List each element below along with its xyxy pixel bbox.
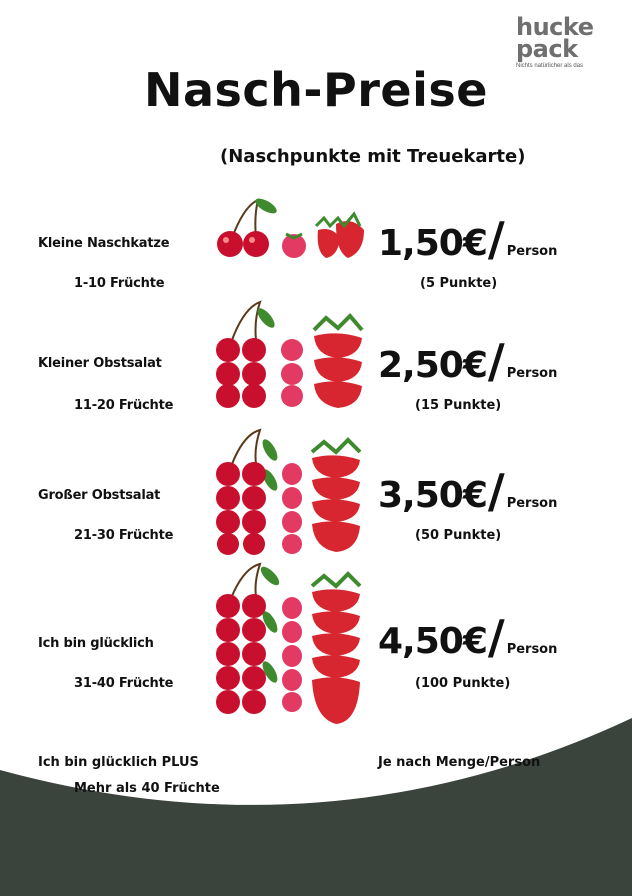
raspberry-icon	[282, 463, 302, 554]
cherry-icon	[216, 564, 282, 714]
tier-price	[378, 334, 557, 388]
tier-name: Ich bin glücklich	[38, 636, 154, 651]
plus-tier-name: Ich bin glücklich PLUS	[38, 755, 199, 770]
cherry-icon	[217, 196, 279, 257]
price-slash: /	[487, 334, 505, 388]
tier-points: (15 Punkte)	[415, 398, 502, 413]
tier-price	[378, 610, 557, 664]
tier-count: 1-10 Früchte	[74, 276, 165, 291]
plus-tier-price: Je nach Menge/Person	[378, 755, 541, 770]
tier-name: Kleiner Obstsalat	[38, 356, 162, 371]
raspberry-icon	[282, 597, 302, 712]
tier-points: (50 Punkte)	[415, 528, 502, 543]
price-unit: Person	[506, 642, 558, 657]
raspberry-icon	[281, 339, 303, 407]
tier-price	[378, 212, 557, 266]
tier-name: Kleine Naschkatze	[38, 236, 170, 251]
fruit-illustration-3	[214, 428, 374, 556]
tier-name: Großer Obstsalat	[38, 488, 161, 503]
fruit-illustration-4	[214, 562, 374, 730]
cherry-icon	[216, 430, 280, 555]
price-amount: 4,50€	[378, 621, 487, 662]
price-slash: /	[487, 212, 505, 266]
tier-count: 11-20 Früchte	[74, 398, 174, 413]
price-amount: 1,50€	[378, 223, 487, 264]
strawberry-icon	[312, 440, 360, 552]
price-unit: Person	[506, 244, 558, 259]
tier-count: 21-30 Früchte	[74, 528, 174, 543]
logo-line-2: pack	[516, 35, 578, 63]
fruit-illustration-2	[214, 300, 374, 410]
strawberry-icon	[312, 574, 360, 724]
strawberry-icon	[314, 316, 362, 408]
tier-price	[378, 464, 557, 518]
strawberry-icon	[316, 214, 364, 258]
tier-points: (100 Punkte)	[415, 676, 511, 691]
plus-tier-count: Mehr als 40 Früchte	[74, 781, 220, 796]
page-subtitle: (Naschpunkte mit Treuekarte)	[220, 146, 526, 167]
price-slash: /	[487, 610, 505, 664]
cherry-icon	[216, 302, 278, 408]
price-amount: 3,50€	[378, 475, 487, 516]
tier-points: (5 Punkte)	[420, 276, 498, 291]
price-unit: Person	[506, 496, 558, 511]
page-title: Nasch-Preise	[144, 63, 488, 117]
tier-count: 31-40 Früchte	[74, 676, 174, 691]
price-slash: /	[487, 464, 505, 518]
logo-tagline: Nichts natürlicher als das	[516, 63, 584, 69]
raspberry-icon	[282, 234, 306, 258]
fruit-illustration-1	[214, 196, 374, 264]
price-amount: 2,50€	[378, 345, 487, 386]
logo-line-1: hucke	[516, 13, 594, 41]
price-unit: Person	[506, 366, 558, 381]
